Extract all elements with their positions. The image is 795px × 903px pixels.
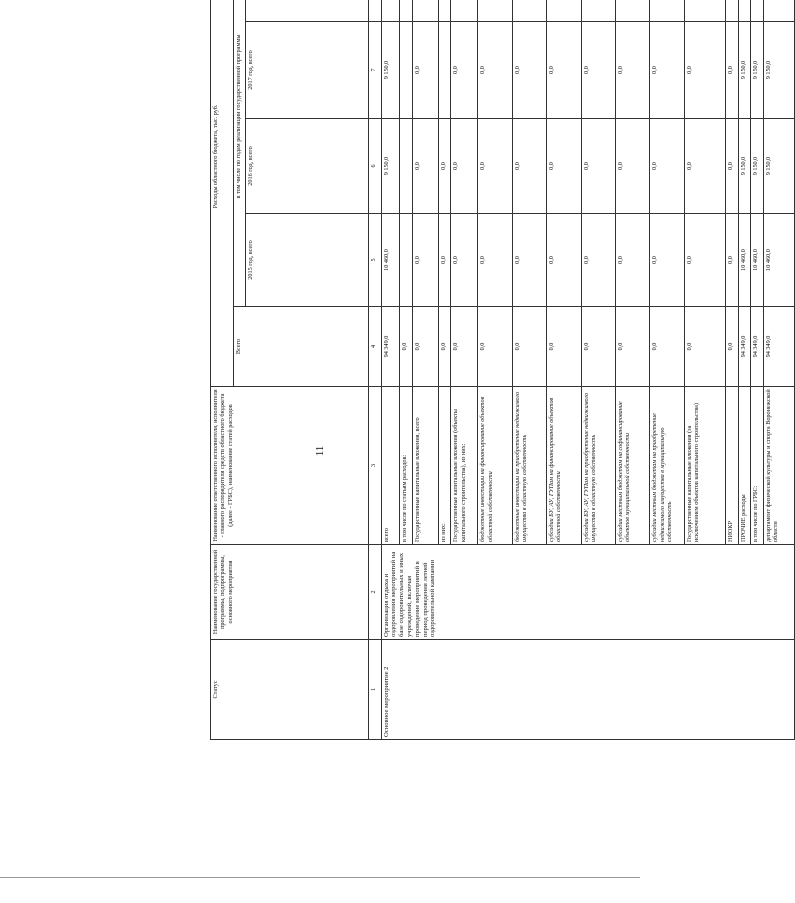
- value-2017: 0,0: [650, 22, 684, 119]
- value-2018: [512, 0, 546, 22]
- value-2018: [438, 0, 450, 22]
- expense-item-label: Государственные капитальные вложения (за исключением объектов капитального строительства): [684, 387, 726, 545]
- header-year-2018: [246, 0, 369, 22]
- value-total: 0,0: [684, 307, 726, 387]
- value-total: 0,0: [412, 307, 438, 387]
- value-2015: 0,0: [581, 214, 615, 307]
- value-2018: [381, 0, 400, 22]
- value-2016: [400, 119, 412, 214]
- value-2015: 0,0: [412, 214, 438, 307]
- value-2017: [438, 22, 450, 119]
- expense-item-label: бюджетные инвестиции на приобретение недвижимого имущества в областную собственность: [512, 387, 546, 545]
- value-2017: 0,0: [684, 22, 726, 119]
- value-2015: [400, 214, 412, 307]
- value-2018: [547, 0, 581, 22]
- value-2017: 9 150,0: [751, 22, 763, 119]
- value-2016: 0,0: [684, 119, 726, 214]
- header-program: Наименование государственной программы, подпрограммы, основного мероприятия: [211, 545, 369, 640]
- value-2015: 10 460,0: [381, 214, 400, 307]
- value-2015: 10 460,0: [763, 214, 794, 307]
- value-2018: [684, 0, 726, 22]
- value-total: 0,0: [438, 307, 450, 387]
- table-row: [381, 0, 400, 740]
- expense-item-label: департамент физической культуры и спорта Воронежской области: [763, 387, 794, 545]
- expense-item-label: Государственные капитальные вложения, всего: [412, 387, 438, 545]
- value-2016: 0,0: [650, 119, 684, 214]
- header-total: Всего: [233, 307, 368, 387]
- value-total: 94 349,0: [381, 307, 400, 387]
- value-2015: 0,0: [615, 214, 649, 307]
- column-number: 6: [369, 119, 381, 214]
- value-2015: 10 460,0: [751, 214, 763, 307]
- header-row-expenses: [211, 0, 234, 740]
- expense-item-label: субсидии местным бюджетам на софинансирование объектов муниципальной собственности: [615, 387, 649, 545]
- value-2018: [751, 0, 763, 22]
- page-number: 11: [314, 445, 326, 457]
- expense-item-label: Государственные капитальные вложения (объекты капитального строительства), из них:: [451, 387, 478, 545]
- value-2017: 0,0: [581, 22, 615, 119]
- value-2015: 10 460,0: [738, 214, 750, 307]
- value-2017: 0,0: [615, 22, 649, 119]
- expense-item-label: в том числе по ГРБС:: [751, 387, 763, 545]
- value-2016: 0,0: [581, 119, 615, 214]
- page-bottom-rule: [0, 877, 640, 878]
- program-cell: Организация отдыха и оздоровления мероприятий на базе оздоровительных и иных учреждений, включая проведение мероприятий в период проведения летней оздоровительной кампании: [381, 545, 794, 640]
- value-2017: 9 150,0: [738, 22, 750, 119]
- budget-table: [210, 0, 795, 740]
- expense-item-label: всего: [381, 387, 400, 545]
- column-number: 4: [369, 307, 381, 387]
- column-number: 3: [369, 387, 381, 545]
- value-total: 0,0: [650, 307, 684, 387]
- column-numbers-row: [369, 0, 381, 740]
- value-total: 0,0: [726, 307, 738, 387]
- rotated-table-container: [210, 0, 795, 740]
- expense-item-label: НИОКР: [726, 387, 738, 545]
- value-2017: 0,0: [512, 22, 546, 119]
- value-2018: [412, 0, 438, 22]
- value-2017: 9 150,0: [381, 22, 400, 119]
- value-2018: [615, 0, 649, 22]
- value-2017: 9 150,0: [763, 22, 794, 119]
- budget-table-body: [211, 0, 795, 740]
- header-executor: Наименование ответственного исполнителя, исполнителя - главного распорядителя средств областного бюджета (далее - ГРБС), наименование статей расходов: [211, 387, 369, 545]
- value-total: 94 349,0: [763, 307, 794, 387]
- value-2015: 0,0: [451, 214, 478, 307]
- expense-item-label: субсидии БУ, АУ, ГУПам на приобретение недвижимого имущества в областную собственность: [581, 387, 615, 545]
- value-2018: [726, 0, 738, 22]
- value-2016: 0,0: [438, 119, 450, 214]
- expense-item-label: в том числе по статьям расходов:: [400, 387, 412, 545]
- value-total: 0,0: [400, 307, 412, 387]
- value-2016: 0,0: [512, 119, 546, 214]
- value-2015: 0,0: [512, 214, 546, 307]
- value-2018: [738, 0, 750, 22]
- value-2015: 0,0: [478, 214, 512, 307]
- value-2018: [763, 0, 794, 22]
- value-2015: 0,0: [438, 214, 450, 307]
- value-2018: [581, 0, 615, 22]
- value-total: 94 349,0: [738, 307, 750, 387]
- value-2017: [400, 22, 412, 119]
- value-2018: [400, 0, 412, 22]
- value-2016: 0,0: [615, 119, 649, 214]
- value-2017: 0,0: [412, 22, 438, 119]
- header-year-2015: 2015 год, всего: [246, 214, 369, 307]
- value-2015: 0,0: [650, 214, 684, 307]
- column-number: [369, 0, 381, 22]
- value-2017: 0,0: [478, 22, 512, 119]
- value-total: 0,0: [547, 307, 581, 387]
- value-2018: [451, 0, 478, 22]
- expense-item-label: субсидии БУ, АУ, ГУПам на финансирование объектов областной собственности: [547, 387, 581, 545]
- column-number: 2: [369, 545, 381, 640]
- value-2016: 9 150,0: [381, 119, 400, 214]
- value-2015: 0,0: [684, 214, 726, 307]
- value-2016: 0,0: [726, 119, 738, 214]
- value-2016: 0,0: [451, 119, 478, 214]
- expense-item-label: ПРОЧИЕ расходы: [738, 387, 750, 545]
- value-2016: 0,0: [478, 119, 512, 214]
- value-total: 0,0: [581, 307, 615, 387]
- value-2015: 0,0: [726, 214, 738, 307]
- header-year-2016: 2016 год, всего: [246, 119, 369, 214]
- value-2016: 0,0: [547, 119, 581, 214]
- value-2017: 0,0: [451, 22, 478, 119]
- column-number: 1: [369, 640, 381, 740]
- value-2016: 9 150,0: [751, 119, 763, 214]
- value-total: 0,0: [512, 307, 546, 387]
- header-expenses-group: Расходы областного бюджета, тыс. руб.: [211, 0, 234, 387]
- value-2016: 9 150,0: [738, 119, 750, 214]
- value-total: 0,0: [451, 307, 478, 387]
- status-cell: Основное мероприятие 2: [381, 640, 794, 740]
- value-2017: 0,0: [547, 22, 581, 119]
- column-number: 5: [369, 214, 381, 307]
- value-2018: [478, 0, 512, 22]
- value-total: 0,0: [478, 307, 512, 387]
- value-total: 0,0: [615, 307, 649, 387]
- value-2015: 0,0: [547, 214, 581, 307]
- header-years-group: в том числе по годам реализации государственной программы: [233, 0, 245, 307]
- header-year-2017: 2017 год, всего: [246, 22, 369, 119]
- value-total: 94 349,0: [751, 307, 763, 387]
- expense-item-label: из них:: [438, 387, 450, 545]
- value-2016: 0,0: [412, 119, 438, 214]
- value-2016: 9 150,0: [763, 119, 794, 214]
- column-number: 7: [369, 22, 381, 119]
- value-2017: 0,0: [726, 22, 738, 119]
- header-status: Статус: [211, 640, 369, 740]
- expense-item-label: бюджетные инвестиции на финансирование объектов областной собственности: [478, 387, 512, 545]
- expense-item-label: субсидии местным бюджетам на приобретение недвижимого имущества в муниципальную собственность: [650, 387, 684, 545]
- value-2018: [650, 0, 684, 22]
